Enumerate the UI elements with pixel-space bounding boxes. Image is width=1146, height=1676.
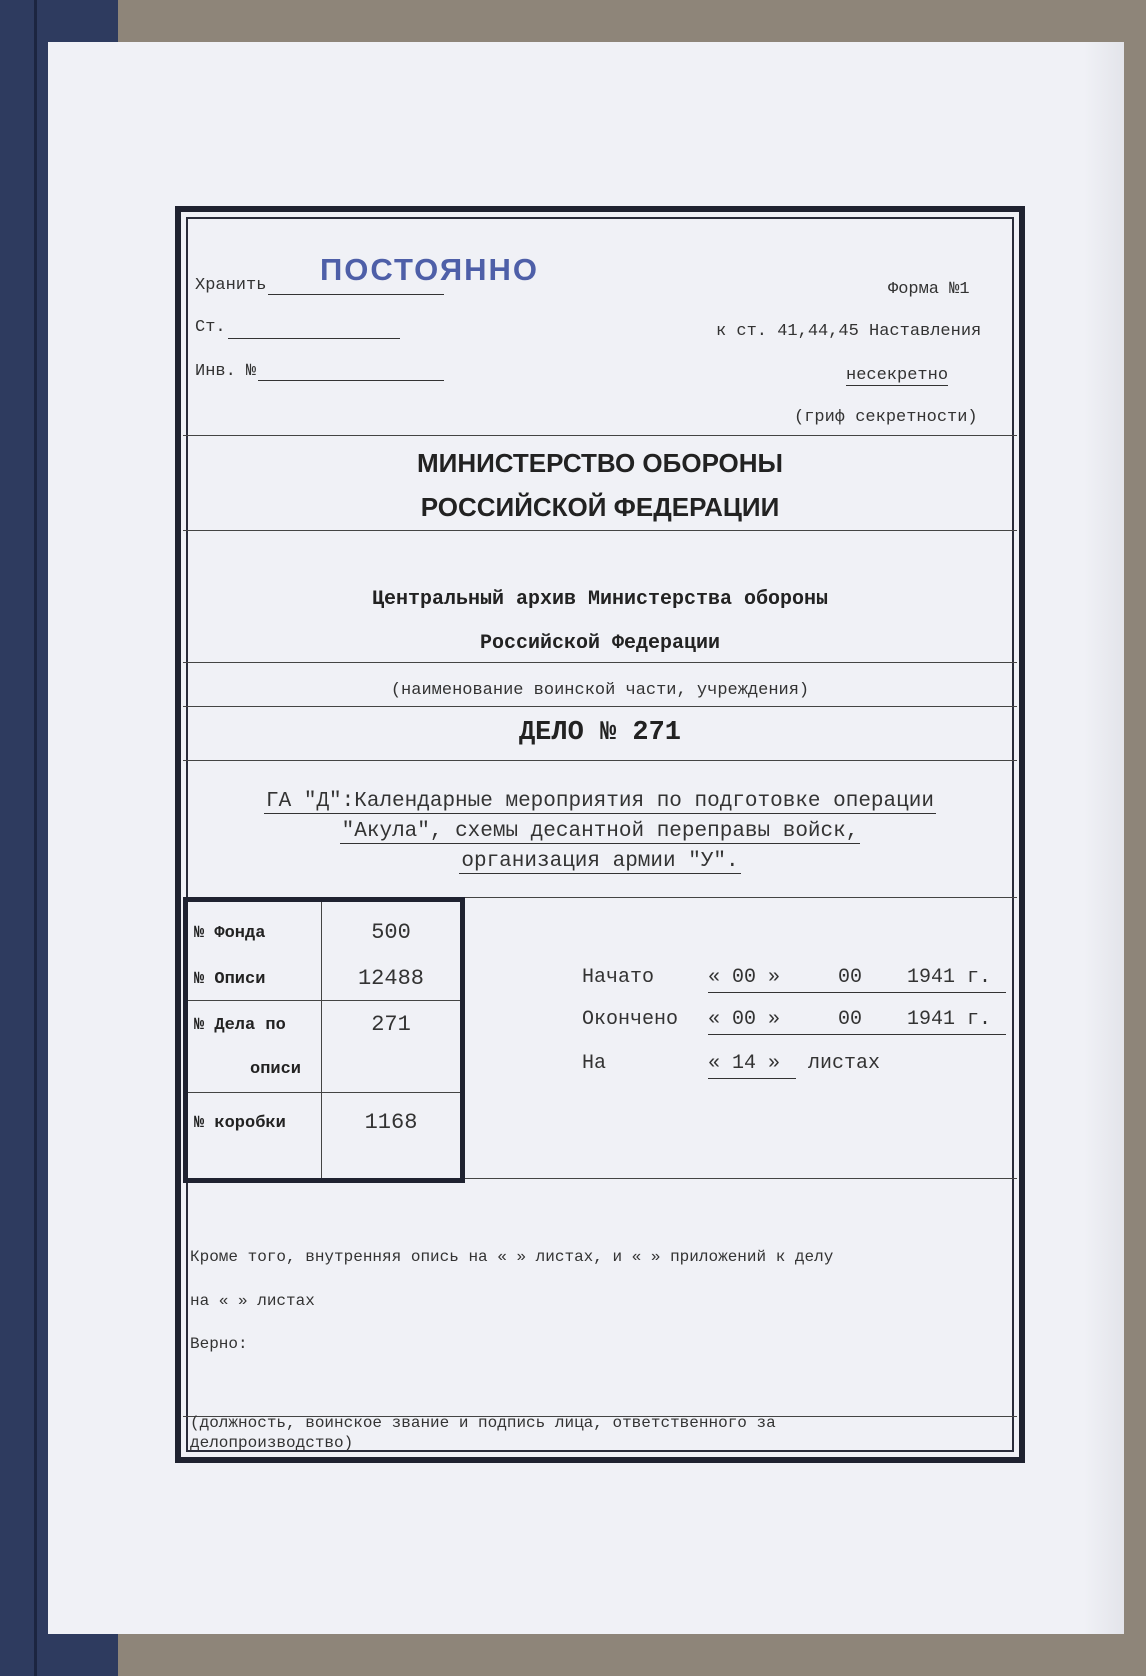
permanent-stamp: ПОСТОЯННО <box>320 252 540 287</box>
archive-caption: (наименование воинской части, учреждения) <box>390 681 810 700</box>
ended-day: « 00 » <box>708 1008 781 1031</box>
box-value: 1168 <box>364 1110 418 1135</box>
delo-label-1: № Дела по <box>194 1016 286 1035</box>
sheets-underline <box>708 1078 796 1079</box>
fond-label: № Фонда <box>194 924 266 943</box>
sheets-value: « 14 » <box>708 1052 781 1075</box>
keep-label: Хранить <box>195 276 267 295</box>
case-title-text-2: "Акула", схемы десантной переправы войск, <box>341 820 859 843</box>
responsible-line-1: (должность, воинское звание и подпись лица, ответственного за <box>190 1414 776 1432</box>
case-title-line-3 <box>183 850 1017 873</box>
secrecy-caption: (гриф секретности) <box>794 408 978 427</box>
id-table-row-divider-1 <box>188 1000 460 1001</box>
started-year: 1941 г. <box>907 966 992 989</box>
id-table-row-divider-2 <box>188 1092 460 1093</box>
spine-crease <box>34 0 37 1676</box>
divider-5 <box>183 760 1017 761</box>
sheets-label: На <box>582 1052 607 1075</box>
started-month: 00 <box>838 966 863 989</box>
divider-3 <box>183 662 1017 663</box>
archive-line-2: Российской Федерации <box>479 632 721 655</box>
secrecy-value: несекретно <box>846 366 949 385</box>
divider-1 <box>183 435 1017 436</box>
archive-id-table <box>183 897 465 1183</box>
delo-value: 271 <box>371 1012 411 1037</box>
divider-4 <box>183 706 1017 707</box>
divider-2 <box>183 530 1017 531</box>
box-label: № коробки <box>194 1114 286 1133</box>
ended-year: 1941 г. <box>907 1008 992 1031</box>
delo-label-2: описи <box>250 1060 302 1079</box>
article-reference: к ст. 41,44,45 Наставления <box>716 322 982 341</box>
keep-field-line <box>268 294 444 295</box>
responsible-line-2: делопроизводство) <box>190 1434 354 1452</box>
fond-value: 500 <box>371 920 411 945</box>
ministry-line-1: МИНИСТЕРСТВО ОБОРОНЫ <box>416 448 784 478</box>
extra-inventory-line-2: на « » листах <box>190 1292 315 1310</box>
started-underline <box>708 992 1006 993</box>
opis-value: 12488 <box>357 966 424 991</box>
case-title-text-3: организация армии "У". <box>461 850 739 873</box>
inv-field-line <box>258 380 444 381</box>
inv-label: Инв. № <box>195 362 257 381</box>
case-title-line-2 <box>183 820 1017 843</box>
st-label: Ст. <box>195 318 226 337</box>
case-title-line-1 <box>183 790 1017 813</box>
verified-label: Верно: <box>190 1335 248 1353</box>
sheets-suffix: листах <box>808 1052 881 1075</box>
case-title-text-1: ГА "Д":Календарные мероприятия по подготовке операции <box>266 790 934 813</box>
form-number: Форма №1 <box>888 280 970 299</box>
opis-label: № Описи <box>194 970 266 989</box>
ended-month: 00 <box>838 1008 863 1031</box>
sheet-edge <box>1084 42 1124 1634</box>
archive-line-1: Центральный архив Министерства обороны <box>371 588 829 611</box>
started-day: « 00 » <box>708 966 781 989</box>
ended-label: Окончено <box>582 1008 679 1031</box>
ministry-line-2: РОССИЙСКОЙ ФЕДЕРАЦИИ <box>420 492 780 522</box>
ended-underline <box>708 1034 1006 1035</box>
case-number: ДЕЛО № 271 <box>518 718 682 748</box>
started-label: Начато <box>582 966 655 989</box>
extra-inventory-line-1: Кроме того, внутренняя опись на « » листах, и « » приложений к делу <box>190 1248 834 1266</box>
st-field-line <box>228 338 400 339</box>
